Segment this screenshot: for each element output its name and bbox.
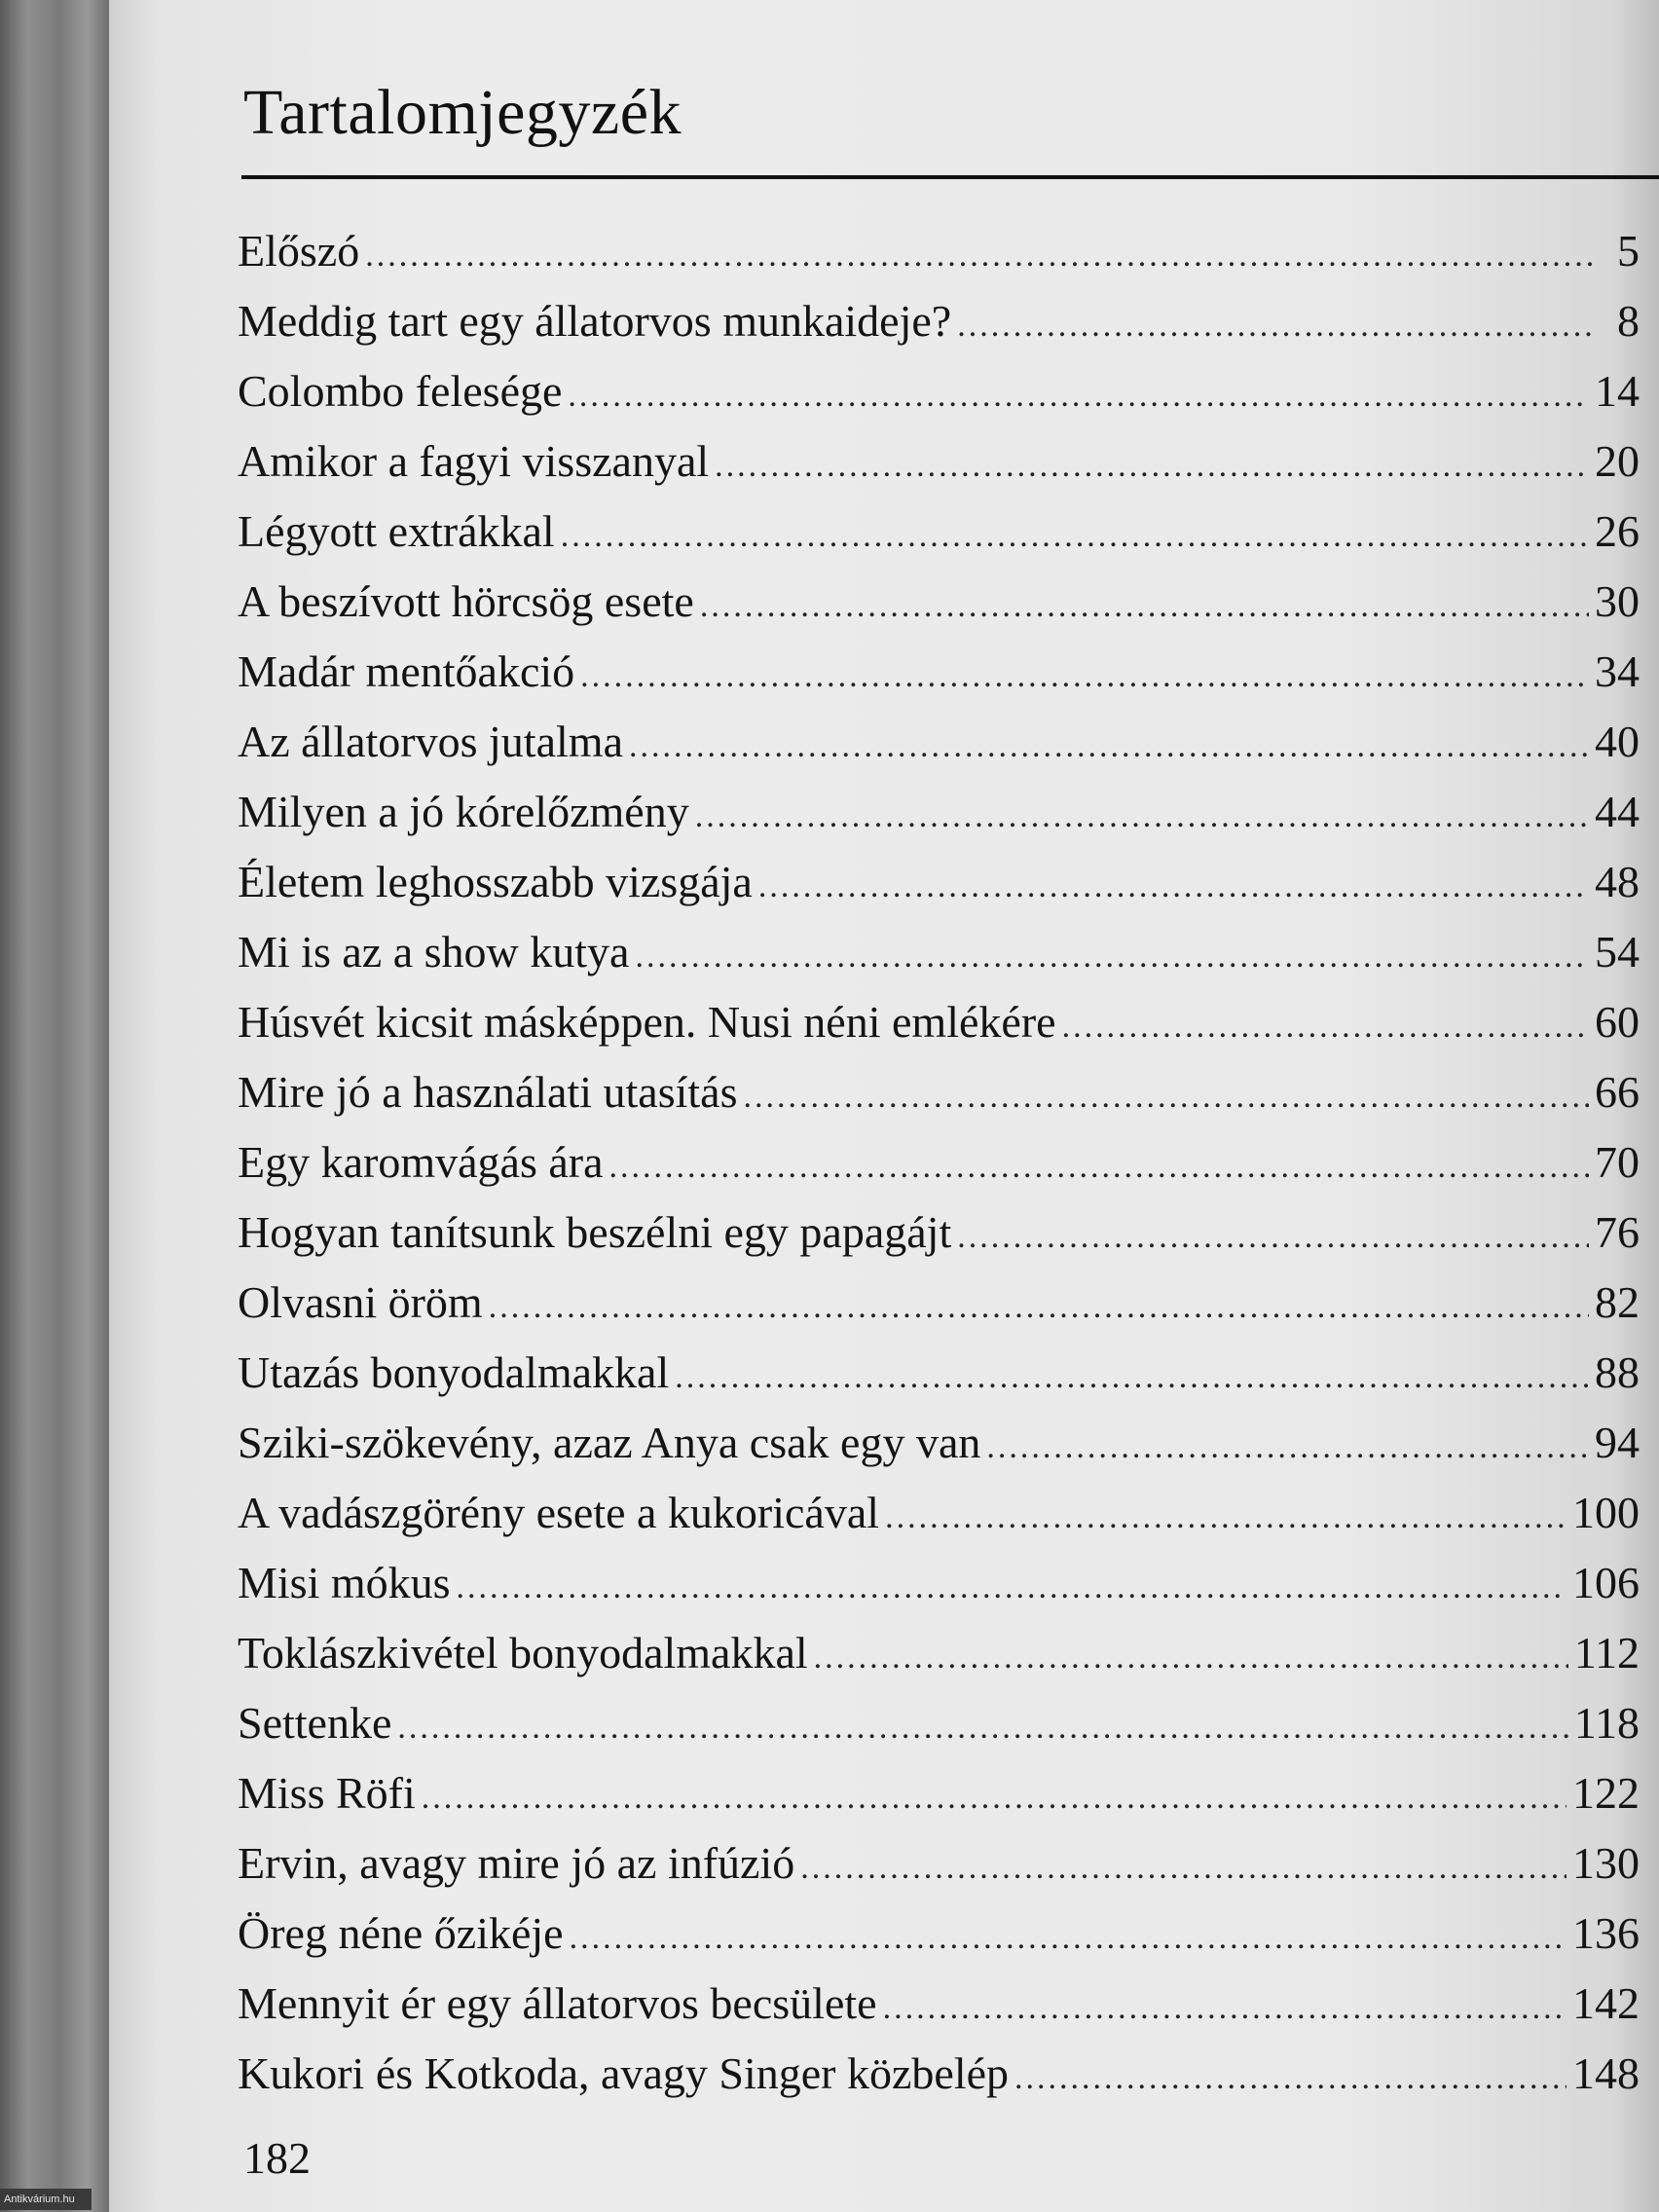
toc-entry: [238, 847, 1640, 917]
toc-entry-title: Utazás bonyodalmakkal: [238, 1347, 670, 1397]
toc-entry-page: 44: [1595, 787, 1640, 836]
toc-dot-leader: [957, 1202, 1589, 1272]
toc-entry: [238, 286, 1640, 356]
toc-dot-leader: [800, 1833, 1567, 1903]
toc-entry: [238, 1828, 1640, 1899]
toc-entry-page: 148: [1572, 2048, 1640, 2098]
toc-entry-page: 48: [1595, 857, 1640, 906]
toc-dot-leader: [397, 1693, 1567, 1763]
toc-entry: [238, 1969, 1640, 2039]
toc-entry-title: Ervin, avagy mire jó az infúzió: [238, 1838, 795, 1888]
toc-entry: [238, 1618, 1640, 1688]
toc-entry: [238, 1338, 1640, 1408]
toc-entry-title: Amikor a fagyi visszanyal: [238, 436, 710, 486]
toc-entry: [238, 2039, 1640, 2109]
toc-entry-page: 100: [1572, 1488, 1640, 1537]
toc-dot-leader: [635, 922, 1589, 992]
toc-entry-page: 122: [1572, 1768, 1640, 1818]
toc-entry-title: Milyen a jó kórelőzmény: [238, 787, 689, 836]
toc-entry: [238, 917, 1640, 987]
toc-entry-title: A beszívott hörcsög esete: [238, 576, 694, 626]
toc-entry: [238, 1688, 1640, 1758]
toc-entry-page: 106: [1572, 1558, 1640, 1607]
toc-entry-page: 70: [1595, 1137, 1640, 1187]
book-spine: [0, 0, 109, 2212]
toc-entry-title: Az állatorvos jutalma: [238, 717, 623, 766]
toc-entry-page: 20: [1595, 436, 1640, 486]
toc-dot-leader: [1014, 2044, 1567, 2114]
toc-entry: [238, 1408, 1640, 1478]
toc-entry-page: 54: [1595, 927, 1640, 977]
toc-entry: [238, 216, 1640, 286]
toc-dot-leader: [744, 1062, 1589, 1132]
toc-entry-title: Meddig tart egy állatorvos munkaideje?: [238, 296, 952, 346]
page-number: 182: [243, 2133, 311, 2183]
toc-entry-title: Toklászkivétel bonyodalmakkal: [238, 1628, 808, 1677]
toc-entry-title: Settenke: [238, 1698, 392, 1748]
table-of-contents: [238, 216, 1640, 2109]
toc-entry: [238, 497, 1640, 567]
toc-entry-title: Mennyit ér egy állatorvos becsülete: [238, 1978, 877, 2028]
toc-entry-title: Életem leghosszabb vizsgája: [238, 857, 753, 906]
toc-entry: [238, 1198, 1640, 1268]
toc-entry-title: Miss Röfi: [238, 1768, 416, 1818]
toc-dot-leader: [561, 501, 1589, 571]
toc-dot-leader: [957, 291, 1595, 361]
toc-entry: [238, 1057, 1640, 1127]
toc-dot-leader: [814, 1623, 1568, 1693]
toc-entry-page: 26: [1595, 506, 1640, 556]
title-underline: [241, 175, 1659, 179]
toc-entry-page: 142: [1572, 1978, 1640, 2028]
toc-dot-leader: [629, 712, 1589, 782]
toc-entry-page: 34: [1595, 646, 1640, 696]
toc-entry-title: Madár mentőakció: [238, 646, 575, 696]
toc-entry-page: 82: [1595, 1277, 1640, 1327]
toc-entry: [238, 987, 1640, 1057]
toc-entry-page: 66: [1595, 1067, 1640, 1117]
toc-entry-title: Misi mókus: [238, 1558, 451, 1607]
toc-entry-page: 8: [1617, 296, 1640, 346]
toc-entry-page: 118: [1573, 1698, 1640, 1748]
toc-entry-title: Sziki-szökevény, azaz Anya csak egy van: [238, 1418, 981, 1467]
toc-dot-leader: [489, 1272, 1589, 1343]
toc-dot-leader: [883, 1973, 1567, 2044]
toc-dot-leader: [422, 1763, 1567, 1833]
toc-entry-title: Öreg néne őzikéje: [238, 1908, 564, 1958]
toc-entry-page: 136: [1572, 1908, 1640, 1958]
toc-entry-title: Mire jó a használati utasítás: [238, 1067, 738, 1117]
toc-entry: [238, 1127, 1640, 1198]
toc-dot-leader: [580, 642, 1589, 712]
toc-entry-title: Mi is az a show kutya: [238, 927, 630, 977]
toc-dot-leader: [695, 782, 1589, 852]
toc-entry-page: 60: [1595, 997, 1640, 1047]
toc-entry-title: Húsvét kicsit másképpen. Nusi néni emlékére: [238, 997, 1056, 1047]
toc-dot-leader: [568, 361, 1589, 431]
toc-entry: [238, 1758, 1640, 1828]
toc-dot-leader: [700, 571, 1589, 642]
toc-dot-leader: [715, 431, 1589, 501]
toc-entry-page: 14: [1595, 366, 1640, 416]
toc-dot-leader: [570, 1903, 1567, 1973]
toc-dot-leader: [457, 1553, 1567, 1623]
watermark: Antikvárium.hu: [0, 2189, 92, 2210]
toc-dot-leader: [609, 1132, 1589, 1202]
toc-dot-leader: [758, 852, 1589, 922]
toc-entry-title: Egy karomvágás ára: [238, 1137, 604, 1187]
toc-entry: [238, 1478, 1640, 1548]
toc-entry: [238, 426, 1640, 497]
toc-entry-title: Légyott extrákkal: [238, 506, 555, 556]
toc-dot-leader: [675, 1343, 1589, 1413]
toc-entry-title: Olvasni öröm: [238, 1277, 483, 1327]
toc-entry: [238, 707, 1640, 777]
toc-dot-leader: [885, 1483, 1567, 1553]
toc-entry: [238, 1268, 1640, 1338]
toc-entry: [238, 637, 1640, 707]
toc-dot-leader: [365, 221, 1595, 291]
toc-entry: [238, 1548, 1640, 1618]
toc-entry-title: Colombo felesége: [238, 366, 563, 416]
toc-entry-title: Előszó: [238, 226, 360, 276]
toc-entry: [238, 1899, 1640, 1969]
toc-entry-title: Hogyan tanítsunk beszélni egy papagájt: [238, 1207, 952, 1257]
toc-entry-page: 5: [1617, 226, 1640, 276]
toc-entry-page: 112: [1573, 1628, 1640, 1677]
toc-dot-leader: [986, 1413, 1589, 1483]
toc-entry-title: Kukori és Kotkoda, avagy Singer közbelép: [238, 2048, 1010, 2098]
toc-entry: [238, 567, 1640, 637]
toc-entry-page: 76: [1595, 1207, 1640, 1257]
page-title: Tartalomjegyzék: [243, 77, 682, 148]
toc-entry: [238, 356, 1640, 426]
toc-entry-title: A vadászgörény esete a kukoricával: [238, 1488, 880, 1537]
toc-dot-leader: [1062, 992, 1589, 1062]
toc-entry-page: 94: [1595, 1418, 1640, 1467]
toc-entry-page: 88: [1595, 1347, 1640, 1397]
toc-entry-page: 40: [1595, 717, 1640, 766]
toc-entry-page: 130: [1572, 1838, 1640, 1888]
toc-entry: [238, 777, 1640, 847]
toc-entry-page: 30: [1595, 576, 1640, 626]
